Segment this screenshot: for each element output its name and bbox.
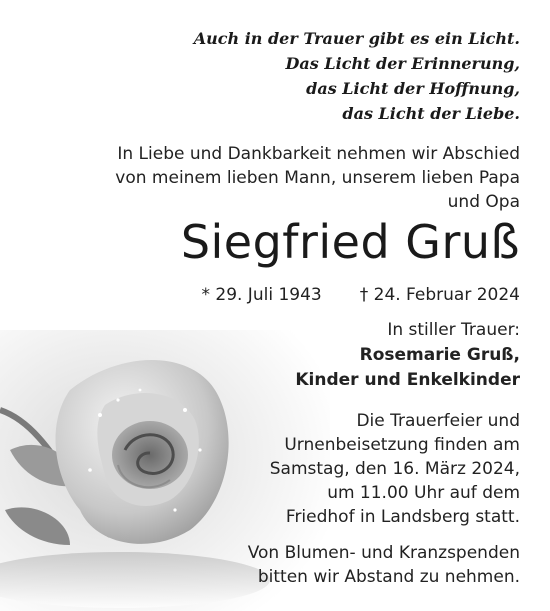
service-line: Friedhof in Landsberg statt. bbox=[285, 507, 520, 527]
mourner-family: Kinder und Enkelkinder bbox=[295, 370, 520, 390]
poem-line: das Licht der Liebe. bbox=[342, 104, 520, 123]
service-line: Die Trauerfeier und bbox=[356, 411, 520, 431]
poem bbox=[40, 26, 520, 126]
poem-line: Auch in der Trauer gibt es ein Licht. bbox=[193, 29, 520, 48]
birth-date: * 29. Juli 1943 bbox=[201, 285, 322, 305]
service-line: Urnenbeisetzung finden am bbox=[284, 435, 520, 455]
service-line: Samstag, den 16. März 2024, bbox=[269, 459, 520, 479]
death-date: † 24. Februar 2024 bbox=[359, 285, 520, 305]
intro-line: In Liebe und Dankbarkeit nehmen wir Abschied bbox=[117, 144, 520, 164]
flowers-line: Von Blumen- und Kranzspenden bbox=[247, 543, 520, 563]
mourner-name: Rosemarie Gruß, bbox=[359, 345, 520, 365]
intro-line: und Opa bbox=[447, 192, 520, 212]
deceased-name: Siegfried Gruß bbox=[180, 215, 520, 269]
flowers-note bbox=[200, 541, 520, 589]
poem-line: Das Licht der Erinnerung, bbox=[285, 54, 520, 73]
mourning-label: In stiller Trauer: bbox=[387, 320, 520, 340]
service-info bbox=[220, 409, 520, 529]
mourners bbox=[220, 318, 520, 393]
intro-line: von meinem lieben Mann, unserem lieben Papa bbox=[115, 168, 520, 188]
life-dates bbox=[30, 283, 520, 307]
poem-line: das Licht der Hoffnung, bbox=[306, 79, 520, 98]
farewell-intro bbox=[30, 142, 520, 214]
service-line: um 11.00 Uhr auf dem bbox=[327, 483, 520, 503]
flowers-line: bitten wir Abstand zu nehmen. bbox=[257, 567, 520, 587]
